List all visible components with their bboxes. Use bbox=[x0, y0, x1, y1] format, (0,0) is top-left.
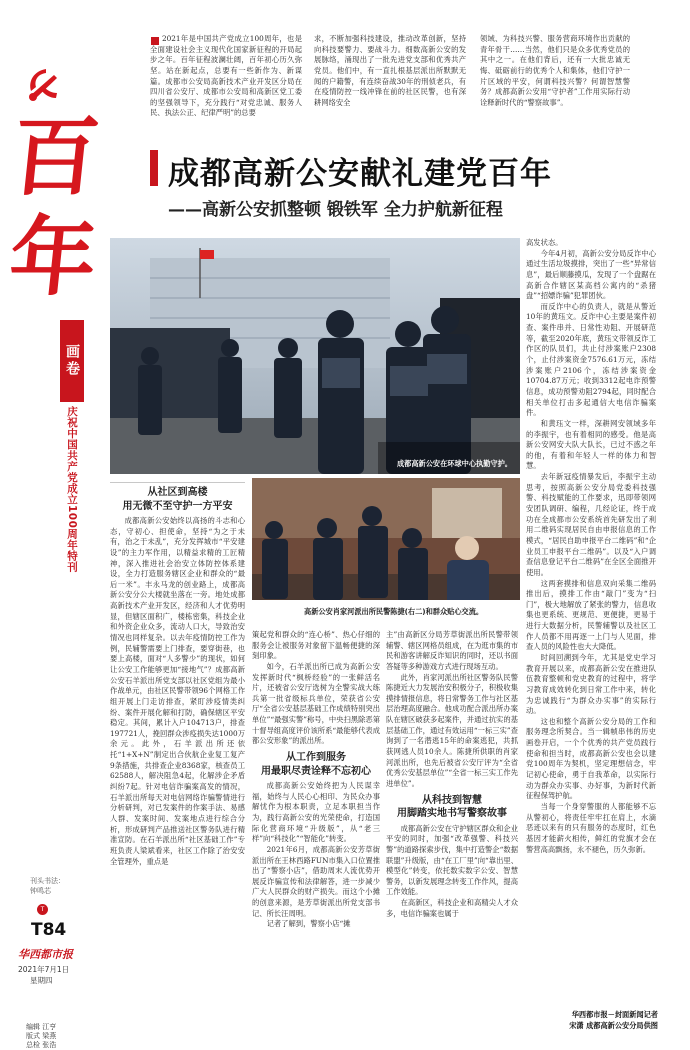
right-mid-col-p3: 成都高新公安在守护辖区群众和企业平安的同时，加强“改革强警、科技兴警”的道路探索步伐，集中打造警企“数据联盟”升级版，由“在工厂里”向“靠出里、模型化”转变，依托数实数字公安、智慧警务，以新发展理念转变工作作风，提高工作效能。 bbox=[386, 823, 518, 897]
mid-col-p1: 策起党和群众的“连心桥”、热心仔细的服务会让被服务对象留下温畅便捷的深刻印象。 bbox=[252, 630, 380, 661]
section1-rule bbox=[110, 482, 245, 483]
main-photo-caption: 成都高新公安在环球中心执勤守护。 bbox=[396, 459, 512, 468]
calligraphy-author: 钟鸣芯 bbox=[30, 887, 51, 895]
design-line: 版式 梁燕 bbox=[26, 1032, 57, 1040]
calligraphy-label: 刊头书法： bbox=[30, 877, 65, 885]
right-col-p2: 而反诈中心的负责人，就是从警近10年的黄珏文。反诈中心主要是案件初查、案件串并、日常性劝阻、开展研范等，截至2020年底，黄珏文带领反诈工作区的队员们，共止付涉案账户2308个，止付涉案资金7576.61万元，冻结涉案账户2106个，冻结涉案资金10704.87万元；收到3312起电诈预警信息，成功预警劝阻2794起，同时配合相关单位打击多起通信大电信诈骗案件。 bbox=[526, 301, 656, 418]
issue-date: 2021年7月1日 bbox=[18, 965, 70, 974]
mid-col bbox=[252, 630, 380, 1042]
chief-line: 总检 张浩 bbox=[26, 1041, 57, 1049]
byline-line-2: 宋潇 成都高新公安分局供图 bbox=[569, 1020, 658, 1030]
right-col-p5: 这两套摸排和信息双向采集二维码推出后，摸排工作由“敲门”变为“扫门”，极大地解放了紧张的警力，信息收集也更系统、更规范、更便捷，更易于进行大数据分析，民警辅警以及社区工作人员都不用再逐一上门与人见面，排查人员的风险性也大大降低。 bbox=[526, 578, 656, 652]
intro-col-3: 领域、为科技兴警、服务营商环境作出贡献的青年骨干……当然，他们只是众多优秀党员的其中之一。在他们背后，还有一大批忠诚无悔、砥砺前行的优秀个人和集体，他们守护一片区域的平安，何谓科技兴警？何谓智慧警务？成都高新公安用“守护者”工作用实际行动诠释新时代的“警察故事”。 bbox=[480, 34, 630, 107]
right-col-p6: 时间回溯到今年，尤其是党史学习教育开展以来，成都高新公安在推进队伍教育整顿和党史教育的过程中，将学习教育成效转化到日常工作中来，转化为忠诚践行“为群众办实事”的实际行动。 bbox=[526, 652, 656, 716]
intro-col-2: 求，不断加强科技建设，推动改革创新，坚持向科技要警力、要战斗力。细数高新公安的发展脉络，涌现出了一批先进党支部和优秀共产党员。他们中，有一直扎根基层派出所默默无闻的户籍警，有连续奋战30年的刑侦老兵，有在疫情防控一线冲锋在前的社区民警，也有深耕网络安全 bbox=[314, 34, 466, 107]
right-mid-col-p2: 此外，肖家河派出所社区警务队民警陈捷近大力发展治安积极分子，积极收集摸排情报信息，将日常警务工作与社区基层治理高度融合。他成功配合派出所办案队在辖区破获多起案件，并通过抗实的基层基础工作，通过有效运用“一标三实”查询到了一名潜逃15年的命案逃犯，共抓获网逃人员10余人。陈捷所供职的肖家河派出所，也先后被省公安厅评为“全省优秀公安基层单位”“全省一标三实工作先进单位”。 bbox=[386, 672, 518, 788]
right-col-p7: 这也和整个高新公安分局的工作和服务理念所契合。当一辑帧串伟的历史画卷开启，一个个优秀的共产党员践行使命和担当时，成都高新公安也会以建党100周年为契机，坚定理想信念，牢记初心使命，勇于自我革命，以实际行动为群众办实事、办好事，为新时代新征程保驾护航。 bbox=[526, 716, 656, 801]
right-col-p0: 高发状态。 bbox=[526, 238, 563, 247]
masthead-badge: 画卷 bbox=[60, 320, 84, 402]
section1-heading: 从社区到高楼 用无微不至守护一方平安 bbox=[122, 487, 233, 512]
masthead-big-title-1: 百 bbox=[6, 107, 104, 208]
mid-col-p3: 成都高新公安始终把为人民谋幸福，始终与人民心心相印、为民众办事解忧作为根本职责，立足本职担当作为，践行高新公安的光荣使命，打造国际化营商环境“升级版”，从“老三样”向“科技化”“智能化”转变。 bbox=[252, 781, 380, 844]
party-emblem-icon bbox=[24, 65, 62, 103]
mid-col-p2: 如今，石羊派出所已成为高新公安发挥新时代“枫桥经验”的一张鲜活名片，还被省公安厅选树为全警实战大练兵第一批省级标兵单位，荣获省公安厅“全省公安基层基础工作成绩特别突出单位”“最强实警”称号，中央扫黑除恶第十督导组高度评价该所系“最能够代表成都公安形象”的派出所。 bbox=[252, 661, 380, 746]
right-col-p3: 和黄珏文一样，深耕网安领域多年的李振宇，也有着相同的感受。他是高新公安网安大队大队长，已过不惑之年的他，有着和年轻人一样的体力和智慧。 bbox=[526, 418, 656, 471]
right-mid-col-p4: 在高新区，科技企业和高精尖人才众多，电信诈骗案也属于 bbox=[386, 898, 518, 918]
right-mid-col-p1: 主”由高新区分局芳草街派出所民警带领辅警、辖区网格员组成，在为逛市集的市民和游客讲解反诈知识的同时，还以书面答疑等多种游戏方式进行现场互动。 bbox=[386, 630, 518, 671]
byline-line-1: 华西都市报－封面新闻记者 bbox=[571, 1010, 658, 1019]
editor-line: 编辑 江亨 bbox=[26, 1023, 57, 1031]
right-col-p4: 去年新冠疫情暴发后，李振宇主动思考，按照高新公安分局党委科技强警、科技赋能的工作要求，迅即带领网安团队调研、编程，几经论证，终于成功在全成都市公安系统首先研发出了利用二维码实现居民自由申报信息的工作模式，“居民自助申报平台二维码”和“企业员工申报平台二维码”。以及“入户调查信息登记平台二维码”在全区全面推开使用。 bbox=[526, 472, 656, 577]
page-circle-icon: T bbox=[37, 904, 48, 915]
mid-col-heading: 从工作到服务 用最职尽责诠释不忘初心 bbox=[261, 752, 371, 777]
newspaper-name: 华西都市报 bbox=[18, 948, 73, 961]
second-photo-caption: 高新公安肖家河派出所民警陈捷(右二)和群众贴心交流。 bbox=[304, 607, 484, 616]
section1-body: 成都高新公安始终以高扬的斗志和心态，守初心、担使命，坚持“为之于未有，治之于未乱”，充分发挥城市“平安建设”的主力军作用，以精益求精的工匠精神，深入推进社会治安立体防控体系建设，全力打造服务辖区企业和群众的“最后一米”。丰永马龙的创业路上，成都高新公安分公大楼就坐落在一旁。地处成都高新技术产业开发区，经济和人才优势明显，但辖区面积广，楼栋密集，科技企业和外资企业众多，流动人口大，导致治安情况也同样复杂。以去年疫情防控工作为例，民辅警需要上门排查，要穿街巷，也要上高楼，面对“人多警少”的现状，如何让公安工作能够更加“接地气”？成都高新公安石羊派出所党支部以社区党组为最小作战单元，由社区民警带领96个网格工作组开展上门走访排查，紧盯涉疫情类纠纷、案件开展化解和打防，确保辖区平安稳定。其间，累计入户104713户，排查197721人，挽回群众涉疫损失达1000万余元。此外，石羊派出所还依托“1+X+N”制定出合伙航企业复工复产9条措施，共排查企业8368家，核查员工62588人，解决阻急4起，化解涉企矛盾纠纷7起。针对电信诈骗案高发的情况，石羊派出所每天对电信网络诈骗警情进行分析研判，对已发案件的作案手法、易感人群、发案时间、发案地点进行综合分析，形成研判产品推送社区警务队进行精准宣防。在石羊派出所“社区基础工作”专班负责人梁斌看来，社区工作除了治安安全管理外，重点是 bbox=[110, 516, 245, 866]
right-mid-col-heading: 从科技到智慧 用脚踏实地书写警察故事 bbox=[397, 794, 507, 820]
right-col-p1: 今年4月初，高新公安分局反诈中心通过生活垃圾摸排，突出了一些“异常信息”，最后顺藤摸瓜，发现了一个盘踞在高新合作辖区某高档公寓内的“杀猪盘”“招嫖诈骗”犯罪团伙。 bbox=[526, 248, 656, 301]
right-mid-col bbox=[386, 630, 518, 1042]
right-col-p8: 当每一个身穿警服的人都能够不忘从警初心，将责任牢牢扛在肩上，水滴恶迹以来有的只有服务的态度时，红色基因才能薪火相传，鲜红的党旗才会在警营高高飘扬，永不褪色，历久弥新。 bbox=[526, 801, 656, 854]
masthead-big-title-2: 年 bbox=[4, 207, 102, 308]
right-col bbox=[526, 238, 656, 1004]
main-photo bbox=[110, 238, 520, 474]
byline bbox=[526, 1010, 658, 1032]
second-photo bbox=[252, 478, 520, 623]
community-visit-illustration bbox=[252, 478, 520, 623]
headline-accent-bar bbox=[150, 150, 158, 186]
page-number: T84 bbox=[31, 920, 67, 940]
intro-col-1: 2021年是中国共产党成立100周年，也是全面建设社会主义现代化国家新征程的开局起步之年。百年征程波澜壮阔，百年初心历久弥坚。站在新起点，总要有一些新作为、新谋篇。成都市公安局高新技术产业开发区分局在四川省公安厅、成都市公安局和高新区党工委的坚强领导下，充分践行“对党忠诚、服务人民、执法公正、纪律严明”的总要 bbox=[150, 34, 302, 118]
mid-col-p4: 2021年6月，成都高新公安芳草街派出所在王林西路FUN市集入口位置推出了“警察小店”，借助周末人流优势开展反诈骗宣传和法律解答，进一步减少广大人民群众的财产损失。而这个小摊的创意来源，是芳草街派出所党支部书记、所长汪周明。 bbox=[252, 844, 380, 918]
masthead bbox=[0, 0, 104, 1050]
issue-weekday: 星期四 bbox=[30, 976, 53, 985]
headline-title: 成都高新公安献礼建党百年 bbox=[168, 156, 552, 192]
police-patrol-illustration bbox=[110, 238, 520, 474]
headline-subtitle: ——高新公安抓整顿 锻铁军 全力护航新征程 bbox=[168, 200, 503, 220]
masthead-subtitle: 庆祝中国共产党成立100周年特刊 bbox=[66, 406, 78, 573]
mid-col-p5: 记者了解到，警察小店“摊 bbox=[266, 919, 351, 929]
